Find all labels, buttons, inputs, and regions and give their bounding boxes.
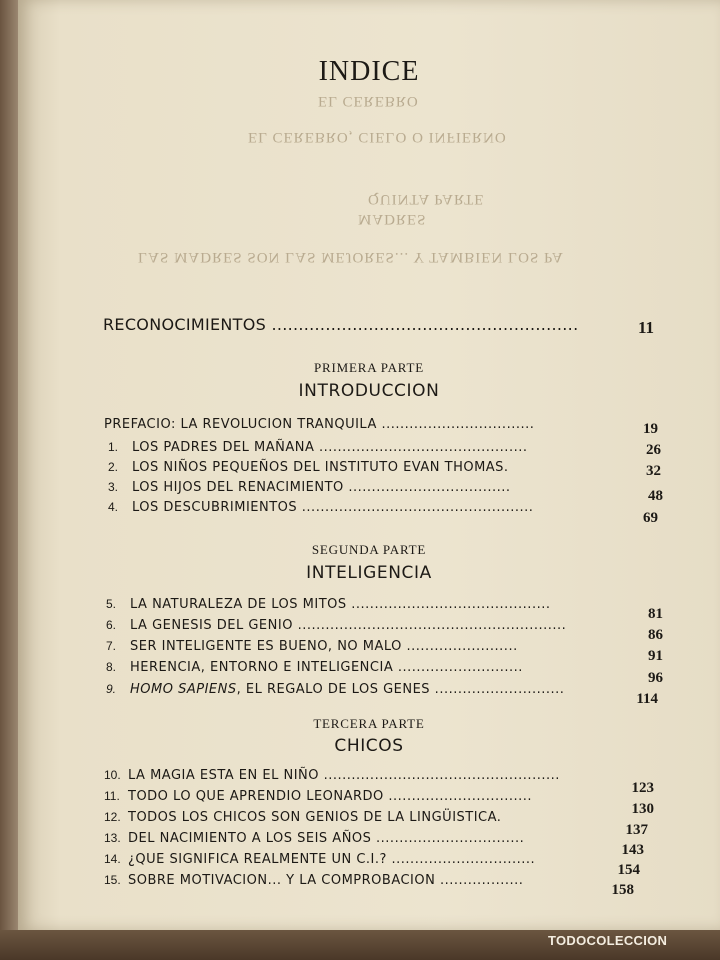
entry-title: TODO LO QUE APRENDIO LEONARDO ............................... <box>128 789 533 804</box>
entry-number: 12. <box>104 810 121 824</box>
entry-page: 96 <box>648 670 663 686</box>
part-label: TERCERA PARTE <box>313 716 425 731</box>
entry-title: SOBRE MOTIVACION... Y LA COMPROBACION .................. <box>128 873 524 888</box>
entry-page: 143 <box>621 842 644 858</box>
entry-number: 5. <box>106 597 117 611</box>
entry-number: 13. <box>104 831 121 845</box>
part-title: INTELIGENCIA <box>306 563 432 583</box>
entry-page: 91 <box>648 648 663 664</box>
toc-entry <box>18 658 720 686</box>
entry-number: 15. <box>104 873 121 887</box>
entry-title: LOS HIJOS DEL RENACIMIENTO ................................... <box>132 480 511 495</box>
book-page <box>18 0 720 930</box>
part-title: INTRODUCCION <box>298 381 440 401</box>
entry-number: 7. <box>106 639 117 653</box>
entry-number: 11. <box>104 789 120 803</box>
entry-page: 86 <box>648 627 663 643</box>
entry-title: PREFACIO: LA REVOLUCION TRANQUILA ................................. <box>104 417 535 432</box>
part-label: SEGUNDA PARTE <box>311 542 427 557</box>
entry-page: 137 <box>625 822 648 838</box>
entry-title-italic: HOMO SAPIENS <box>130 682 237 697</box>
entry-title: LOS NIÑOS PEQUEÑOS DEL INSTITUTO EVAN THOMAS. <box>132 460 509 475</box>
entry-page: 154 <box>617 862 640 878</box>
entry-number: 2. <box>108 460 119 474</box>
entry-title: LOS DESCUBRIMIENTOS .................................................. <box>132 500 534 515</box>
entry-number: 1. <box>108 440 119 454</box>
entry-number: 8. <box>106 660 117 674</box>
toc-entry <box>18 871 720 898</box>
entry-number: 14. <box>104 852 121 866</box>
entry-page: 114 <box>636 691 658 707</box>
entry-page: 69 <box>643 510 658 526</box>
bleed-through-text: MADRES <box>358 211 427 227</box>
entry-page: 48 <box>648 488 663 504</box>
book-gutter <box>0 0 18 930</box>
toc-entry <box>18 498 720 526</box>
entry-page: 158 <box>611 882 634 898</box>
entry-title: LA MAGIA ESTA EN EL NIÑO ................................................... <box>128 768 560 783</box>
acknowledgements-page: 11 <box>638 318 655 337</box>
bleed-through-text: QUINTA PARTE <box>368 191 485 207</box>
entry-page: 26 <box>646 442 661 458</box>
entry-number: 9. <box>106 682 117 696</box>
watermark: TODOCOLECCION <box>548 933 668 948</box>
entry-number: 4. <box>108 500 119 514</box>
page-title: INDICE <box>318 56 420 87</box>
entry-title: DEL NACIMIENTO A LOS SEIS AÑOS ................................ <box>128 831 525 846</box>
entry-title: LA GENESIS DEL GENIO .......................................................... <box>130 618 567 633</box>
entry-page: 32 <box>646 463 661 479</box>
bleed-through-text: EL CEREBRO <box>318 93 419 109</box>
entry-title: HERENCIA, ENTORNO E INTELIGENCIA ........................... <box>130 660 523 675</box>
entry-title: , EL REGALO DE LOS GENES ............................ <box>236 682 565 697</box>
entry-title: LOS PADRES DEL MAÑANA ............................................. <box>132 440 528 455</box>
bleed-through-text: LAS MADRES SON LAS MEJORES... Y TAMBIEN LOS PA <box>138 249 564 265</box>
entry-title: SER INTELIGENTE ES BUENO, NO MALO ........................ <box>130 639 518 654</box>
bleed-through-text: EL CEREBRO, CIELO O INFIERNO <box>248 129 507 145</box>
entry-number: 3. <box>108 480 119 494</box>
toc-entry <box>18 680 720 707</box>
entry-title: ¿QUE SIGNIFICA REALMENTE UN C.I.? ............................... <box>128 852 536 867</box>
entry-page: 130 <box>631 801 654 817</box>
entry-number: 10. <box>104 768 121 782</box>
entry-page: 19 <box>643 421 658 437</box>
acknowledgements-entry: RECONOCIMIENTOS ......................................................... <box>103 315 579 334</box>
entry-number: 6. <box>106 618 117 632</box>
entry-title: LA NATURALEZA DE LOS MITOS ........................................... <box>130 597 551 612</box>
toc-entry <box>18 415 720 439</box>
part-title: CHICOS <box>334 736 404 756</box>
entry-page: 123 <box>631 780 654 796</box>
part-label: PRIMERA PARTE <box>314 360 424 375</box>
entry-title: TODOS LOS CHICOS SON GENIOS DE LA LINGÜISTICA. <box>128 810 502 825</box>
entry-page: 81 <box>648 606 663 622</box>
